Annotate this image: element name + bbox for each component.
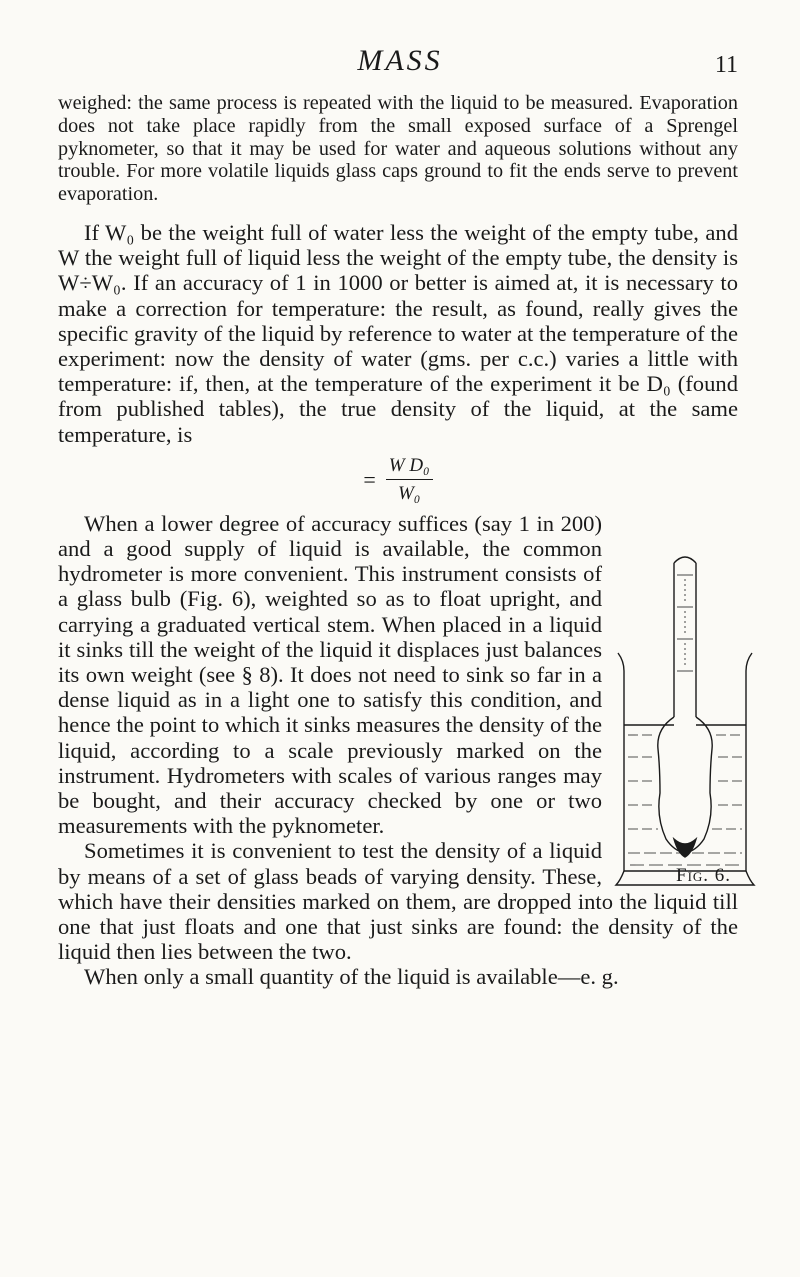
- paragraph-glass-beads: Sometimes it is convenient to test the density of a liquid by means of a set of glass beads of varying density. These, which have their densities marked on them, are dropped into the liquid till one that just floats and one that just sinks are found: the density of the liquid then lies between the two.: [58, 838, 738, 965]
- figure-6: [614, 549, 756, 889]
- paragraph-continuation: weighed: the same process is repeated with the liquid to be measured. Evaporation does not take place rapidly from the small exposed surface of a Sprengel pyknometer, so that it may be used for water and aqueous solutions without any trouble. For more volatile liquids glass caps ground to fit the ends serve to prevent evaporation.: [58, 92, 738, 206]
- hydrometer-illustration: [614, 549, 756, 889]
- body-text: [58, 92, 738, 990]
- page-header: [0, 44, 800, 84]
- formula-denominator: W₀: [397, 483, 421, 505]
- paragraph-small-quantity: When only a small quantity of the liquid is available—e. g.: [84, 964, 619, 990]
- paragraph-hydrometer: When a lower degree of accuracy suffices (say 1 in 200) and a good supply of liquid is available, the common hydrometer is more convenient. This instrument consists of a glass bulb (Fig. 6), weighted so as to float upright, and carrying a graduated vertical stem. When placed in a liquid it sinks till the weight of the liquid it displaces just balances its own weight (see § 8). It does not need to sink so far in a dense liquid as in a light one to satisfy this condition, and hence the point to which it sinks measures the density of the liquid, according to a scale previously marked on the instrument. Hydrometers with scales of various ranges may be bought, and their accuracy checked by one or two measurements with the pyknometer.: [58, 510, 603, 839]
- density-formula: [58, 451, 738, 509]
- running-title: MASS: [357, 44, 443, 77]
- page-number: 11: [714, 52, 738, 78]
- formula-fraction: [386, 453, 433, 506]
- paragraph-density-formula: If W₀ be the weight full of water less the weight of the empty tube, and W the weight full of liquid less the weight of the empty tube, the density is W÷W₀. If an accuracy of 1 in 1000 or better is aimed at, it is necessary to make a correction for temperature: the result, as found, really gives the specific gravity of the liquid by reference to water at the temperature of the experiment: now the density of water (gms. per c.c.) varies a little with temperature: if, then, at the temperature of the experiment it be D₀ (found from published tables), the true density of the liquid, at the same temperature, is: [58, 219, 738, 447]
- figure-caption: Fig. 6.: [676, 864, 732, 886]
- formula-equals: =: [363, 467, 376, 493]
- formula-numerator: W D₀: [386, 453, 433, 480]
